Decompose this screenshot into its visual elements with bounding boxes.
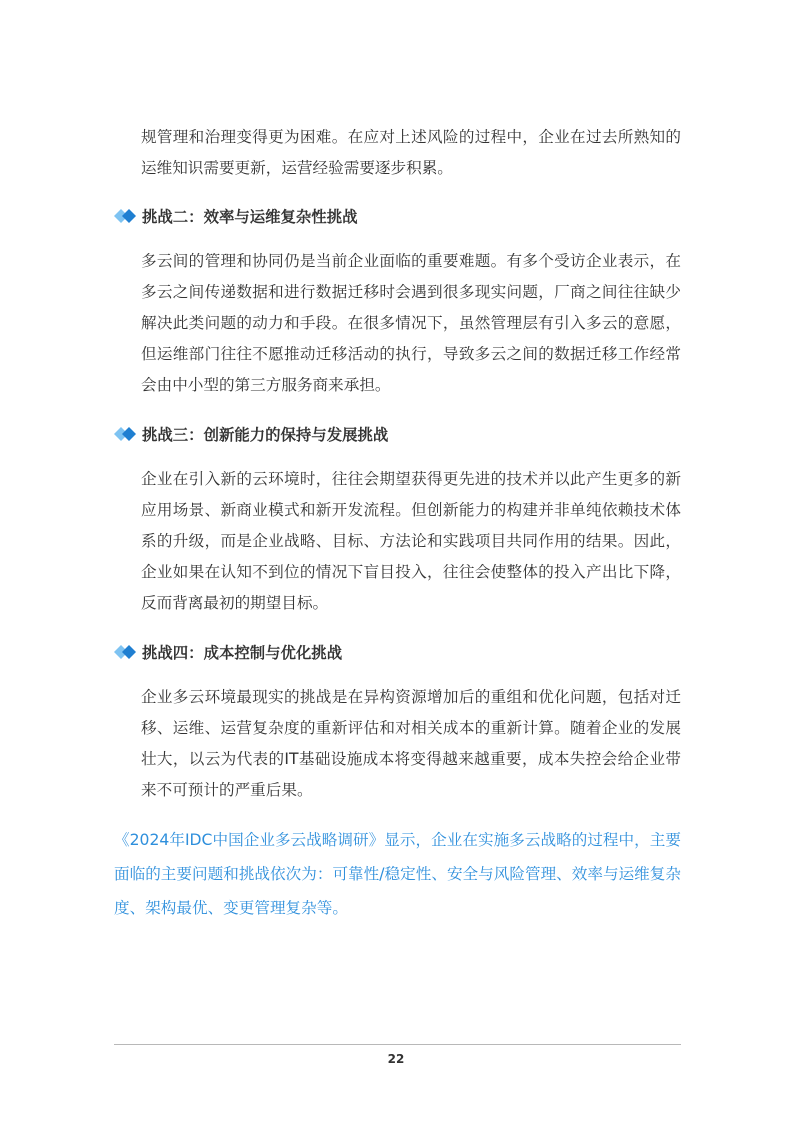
challenge2-paragraph: 多云间的管理和协同仍是当前企业面临的重要难题。有多个受访企业表示，在多云之间传递数据和进行数据迁移时会遇到很多现实问题，厂商之间往往缺少解决此类问题的动力和手段。在很多情况下，虽然管理层有引入多云的意愿，但运维部门往往不愿推动迁移活动的执行，导致多云之间的数据迁移工作经常会由中小型的第三方服务商来承担。	[141, 252, 681, 394]
page-number: 22	[387, 1052, 405, 1066]
challenge2-heading	[114, 204, 357, 228]
double-diamond-icon	[114, 427, 136, 441]
challenge2-title: 挑战二：效率与运维复杂性挑战	[142, 208, 358, 226]
challenge3-title: 挑战三：创新能力的保持与发展挑战	[142, 426, 389, 444]
double-diamond-icon	[114, 209, 136, 223]
intro-continuation-paragraph: 规管理和治理变得更为困难。在应对上述风险的过程中，企业在过去所熟知的运维知识需要更新，运营经验需要逐步积累。	[141, 128, 681, 177]
challenge3-heading	[114, 422, 388, 446]
challenge4-title: 挑战四：成本控制与优化挑战	[142, 644, 343, 662]
challenge4-heading	[114, 640, 342, 664]
summary-paragraph: 《2024年IDC中国企业多云战略调研》显示，企业在实施多云战略的过程中，主要面临的主要问题和挑战依次为：可靠性/稳定性、安全与风险管理、效率与运维复杂度、架构最优、变更管理复杂等。	[114, 831, 681, 917]
challenge3-paragraph: 企业在引入新的云环境时，往往会期望获得更先进的技术并以此产生更多的新应用场景、新商业模式和新开发流程。但创新能力的构建并非单纯依赖技术体系的升级，而是企业战略、目标、方法论和实践项目共同作用的结果。因此，企业如果在认知不到位的情况下盲目投入，往往会使整体的投入产出比下降，反而背离最初的期望目标。	[141, 470, 681, 612]
double-diamond-icon	[114, 645, 136, 659]
challenge4-paragraph: 企业多云环境最现实的挑战是在异构资源增加后的重组和优化问题，包括对迁移、运维、运营复杂度的重新评估和对相关成本的重新计算。随着企业的发展壮大，以云为代表的IT基础设施成本将变得越来越重要，成本失控会给企业带来不可预计的严重后果。	[141, 688, 681, 799]
footer-divider	[114, 1044, 681, 1045]
